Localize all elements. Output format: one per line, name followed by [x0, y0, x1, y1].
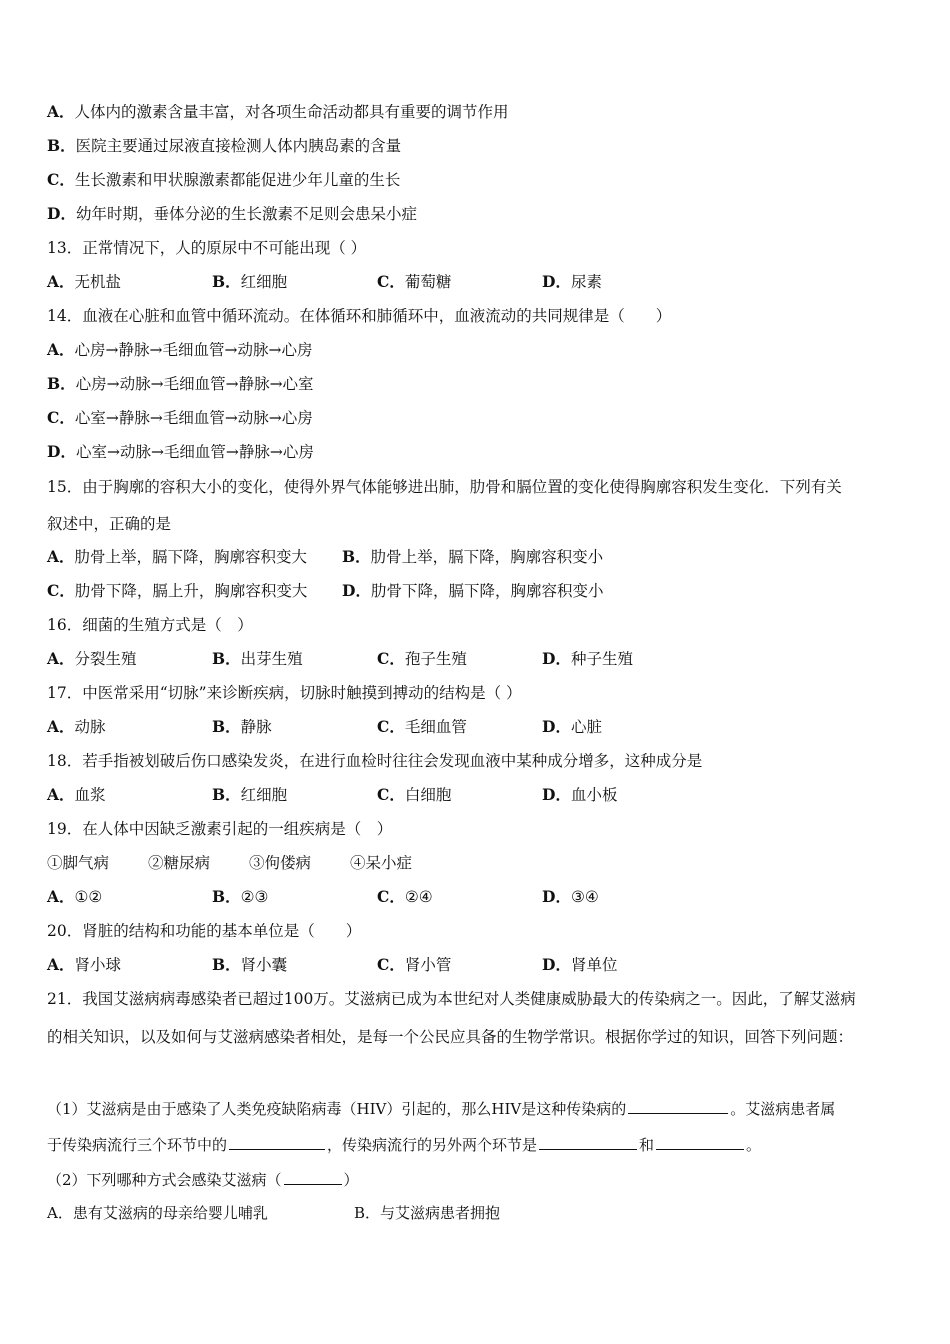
q17-options — [47, 717, 847, 737]
q12-option-b: B．医院主要通过尿液直接检测人体内胰岛素的含量 — [47, 136, 402, 155]
q21-stem-line2: 的相关知识，以及如何与艾滋病感染者相处，是每一个公民应具备的生物学常识。根据你学过的知识，回答下列问题： — [47, 1028, 854, 1046]
q18-stem: 18．若手指被划破后伤口感染发炎，在进行血检时往往会发现血液中某种成分增多，这种成分是 — [47, 752, 703, 770]
q18-option-a: A．血浆 — [47, 785, 106, 804]
q21-blank-5[interactable] — [284, 1169, 342, 1185]
q21-part1-line1: （1）艾滋病是由于感染了人类免疫缺陷病毒（HIV）引起的，那么HIV是这种传染病的 。艾滋病患者属 — [47, 1100, 836, 1118]
q12-option-d: D．幼年时期，垂体分泌的生长激素不足则会患呆小症 — [47, 204, 417, 223]
q19-stem: 19．在人体中因缺乏激素引起的一组疾病是（ ） — [47, 820, 393, 838]
q17-option-c: C．毛细血管 — [377, 717, 467, 736]
q14-option-a: A．心房→静脉→毛细血管→动脉→心房 — [47, 340, 313, 359]
q21-blank-2[interactable] — [229, 1134, 325, 1150]
q21-part2: （2）下列哪种方式会感染艾滋病（ ） — [47, 1171, 359, 1189]
q20-option-a: A．肾小球 — [47, 955, 122, 974]
q21-part2-options — [47, 1203, 847, 1223]
q17-stem: 17．中医常采用“切脉”来诊断疾病，切脉时触摸到搏动的结构是（ ） — [47, 684, 522, 702]
q15-stem-line2: 叙述中，正确的是 — [47, 515, 172, 533]
q16-option-a: A．分裂生殖 — [47, 649, 137, 668]
q13-options — [47, 272, 847, 292]
q18-option-b: B．红细胞 — [212, 785, 288, 804]
q21-option-b: B．与艾滋病患者拥抱 — [354, 1204, 501, 1222]
q13-stem: 13．正常情况下，人的原尿中不可能出现（ ） — [47, 239, 367, 257]
q20-option-c: C．肾小管 — [377, 955, 452, 974]
q19-option-d: D．③④ — [542, 887, 599, 906]
q21-part1-line2: 于传染病流行三个环节中的 ，传染病流行的另外两个环节是 和 。 — [47, 1136, 762, 1154]
q13-option-d: D．尿素 — [542, 272, 602, 291]
q19-item-3: ③佝偻病 — [249, 854, 312, 872]
q20-stem: 20．肾脏的结构和功能的基本单位是（ ） — [47, 922, 362, 940]
q15-options-row2 — [47, 581, 847, 601]
q14-stem: 14．血液在心脏和血管中循环流动。在体循环和肺循环中，血液流动的共同规律是（ ） — [47, 307, 672, 325]
q17-option-d: D．心脏 — [542, 717, 602, 736]
q15-option-d: D．肋骨下降，膈下降，胸廓容积变小 — [342, 581, 604, 600]
q15-option-b: B．肋骨上举，膈下降，胸廓容积变小 — [342, 547, 604, 566]
q13-option-b: B．红细胞 — [212, 272, 288, 291]
q19-options — [47, 887, 847, 907]
q15-options-row1 — [47, 547, 847, 567]
q13-option-c: C．葡萄糖 — [377, 272, 452, 291]
q15-option-c: C．肋骨下降，膈上升，胸廓容积变大 — [47, 581, 308, 600]
q14-option-d: D．心室→动脉→毛细血管→静脉→心房 — [47, 442, 314, 461]
q21-stem-line1: 21．我国艾滋病病毒感染者已超过100万。艾滋病已成为本世纪对人类健康威胁最大的传染病之一。因此，了解艾滋病 — [47, 990, 856, 1008]
q16-stem: 16．细菌的生殖方式是（ ） — [47, 616, 253, 634]
q14-option-c: C．心室→静脉→毛细血管→动脉→心房 — [47, 408, 313, 427]
q20-option-b: B．肾小囊 — [212, 955, 288, 974]
q21-blank-3[interactable] — [539, 1134, 637, 1150]
q20-options — [47, 955, 847, 975]
q16-options — [47, 649, 847, 669]
q12-option-c: C．生长激素和甲状腺激素都能促进少年儿童的生长 — [47, 170, 401, 189]
q17-option-a: A．动脉 — [47, 717, 106, 736]
q19-option-a: A．①② — [47, 887, 103, 906]
q15-option-a: A．肋骨上举，膈下降，胸廓容积变大 — [47, 547, 308, 566]
q16-option-c: C．孢子生殖 — [377, 649, 467, 668]
q17-option-b: B．静脉 — [212, 717, 272, 736]
q21-blank-1[interactable] — [628, 1098, 728, 1114]
q19-items — [47, 853, 847, 873]
q16-option-d: D．种子生殖 — [542, 649, 633, 668]
q19-option-b: B．②③ — [212, 887, 269, 906]
q19-item-2: ②糖尿病 — [148, 854, 211, 872]
q12-option-a: A．人体内的激素含量丰富，对各项生命活动都具有重要的调节作用 — [47, 102, 509, 121]
q20-option-d: D．肾单位 — [542, 955, 618, 974]
q18-options — [47, 785, 847, 805]
q15-stem-line1: 15．由于胸廓的容积大小的变化，使得外界气体能够进出肺，肋骨和膈位置的变化使得胸廓容积发生变化．下列有关 — [47, 478, 842, 496]
q18-option-d: D．血小板 — [542, 785, 618, 804]
q21-blank-4[interactable] — [656, 1134, 744, 1150]
q19-item-1: ①脚气病 — [47, 854, 110, 872]
q19-item-4: ④呆小症 — [350, 854, 413, 872]
q13-option-a: A．无机盐 — [47, 272, 122, 291]
q18-option-c: C．白细胞 — [377, 785, 452, 804]
q16-option-b: B．出芽生殖 — [212, 649, 303, 668]
q19-option-c: C．②④ — [377, 887, 433, 906]
q14-option-b: B．心房→动脉→毛细血管→静脉→心室 — [47, 374, 314, 393]
q21-option-a: A．患有艾滋病的母亲给婴儿哺乳 — [47, 1204, 268, 1222]
